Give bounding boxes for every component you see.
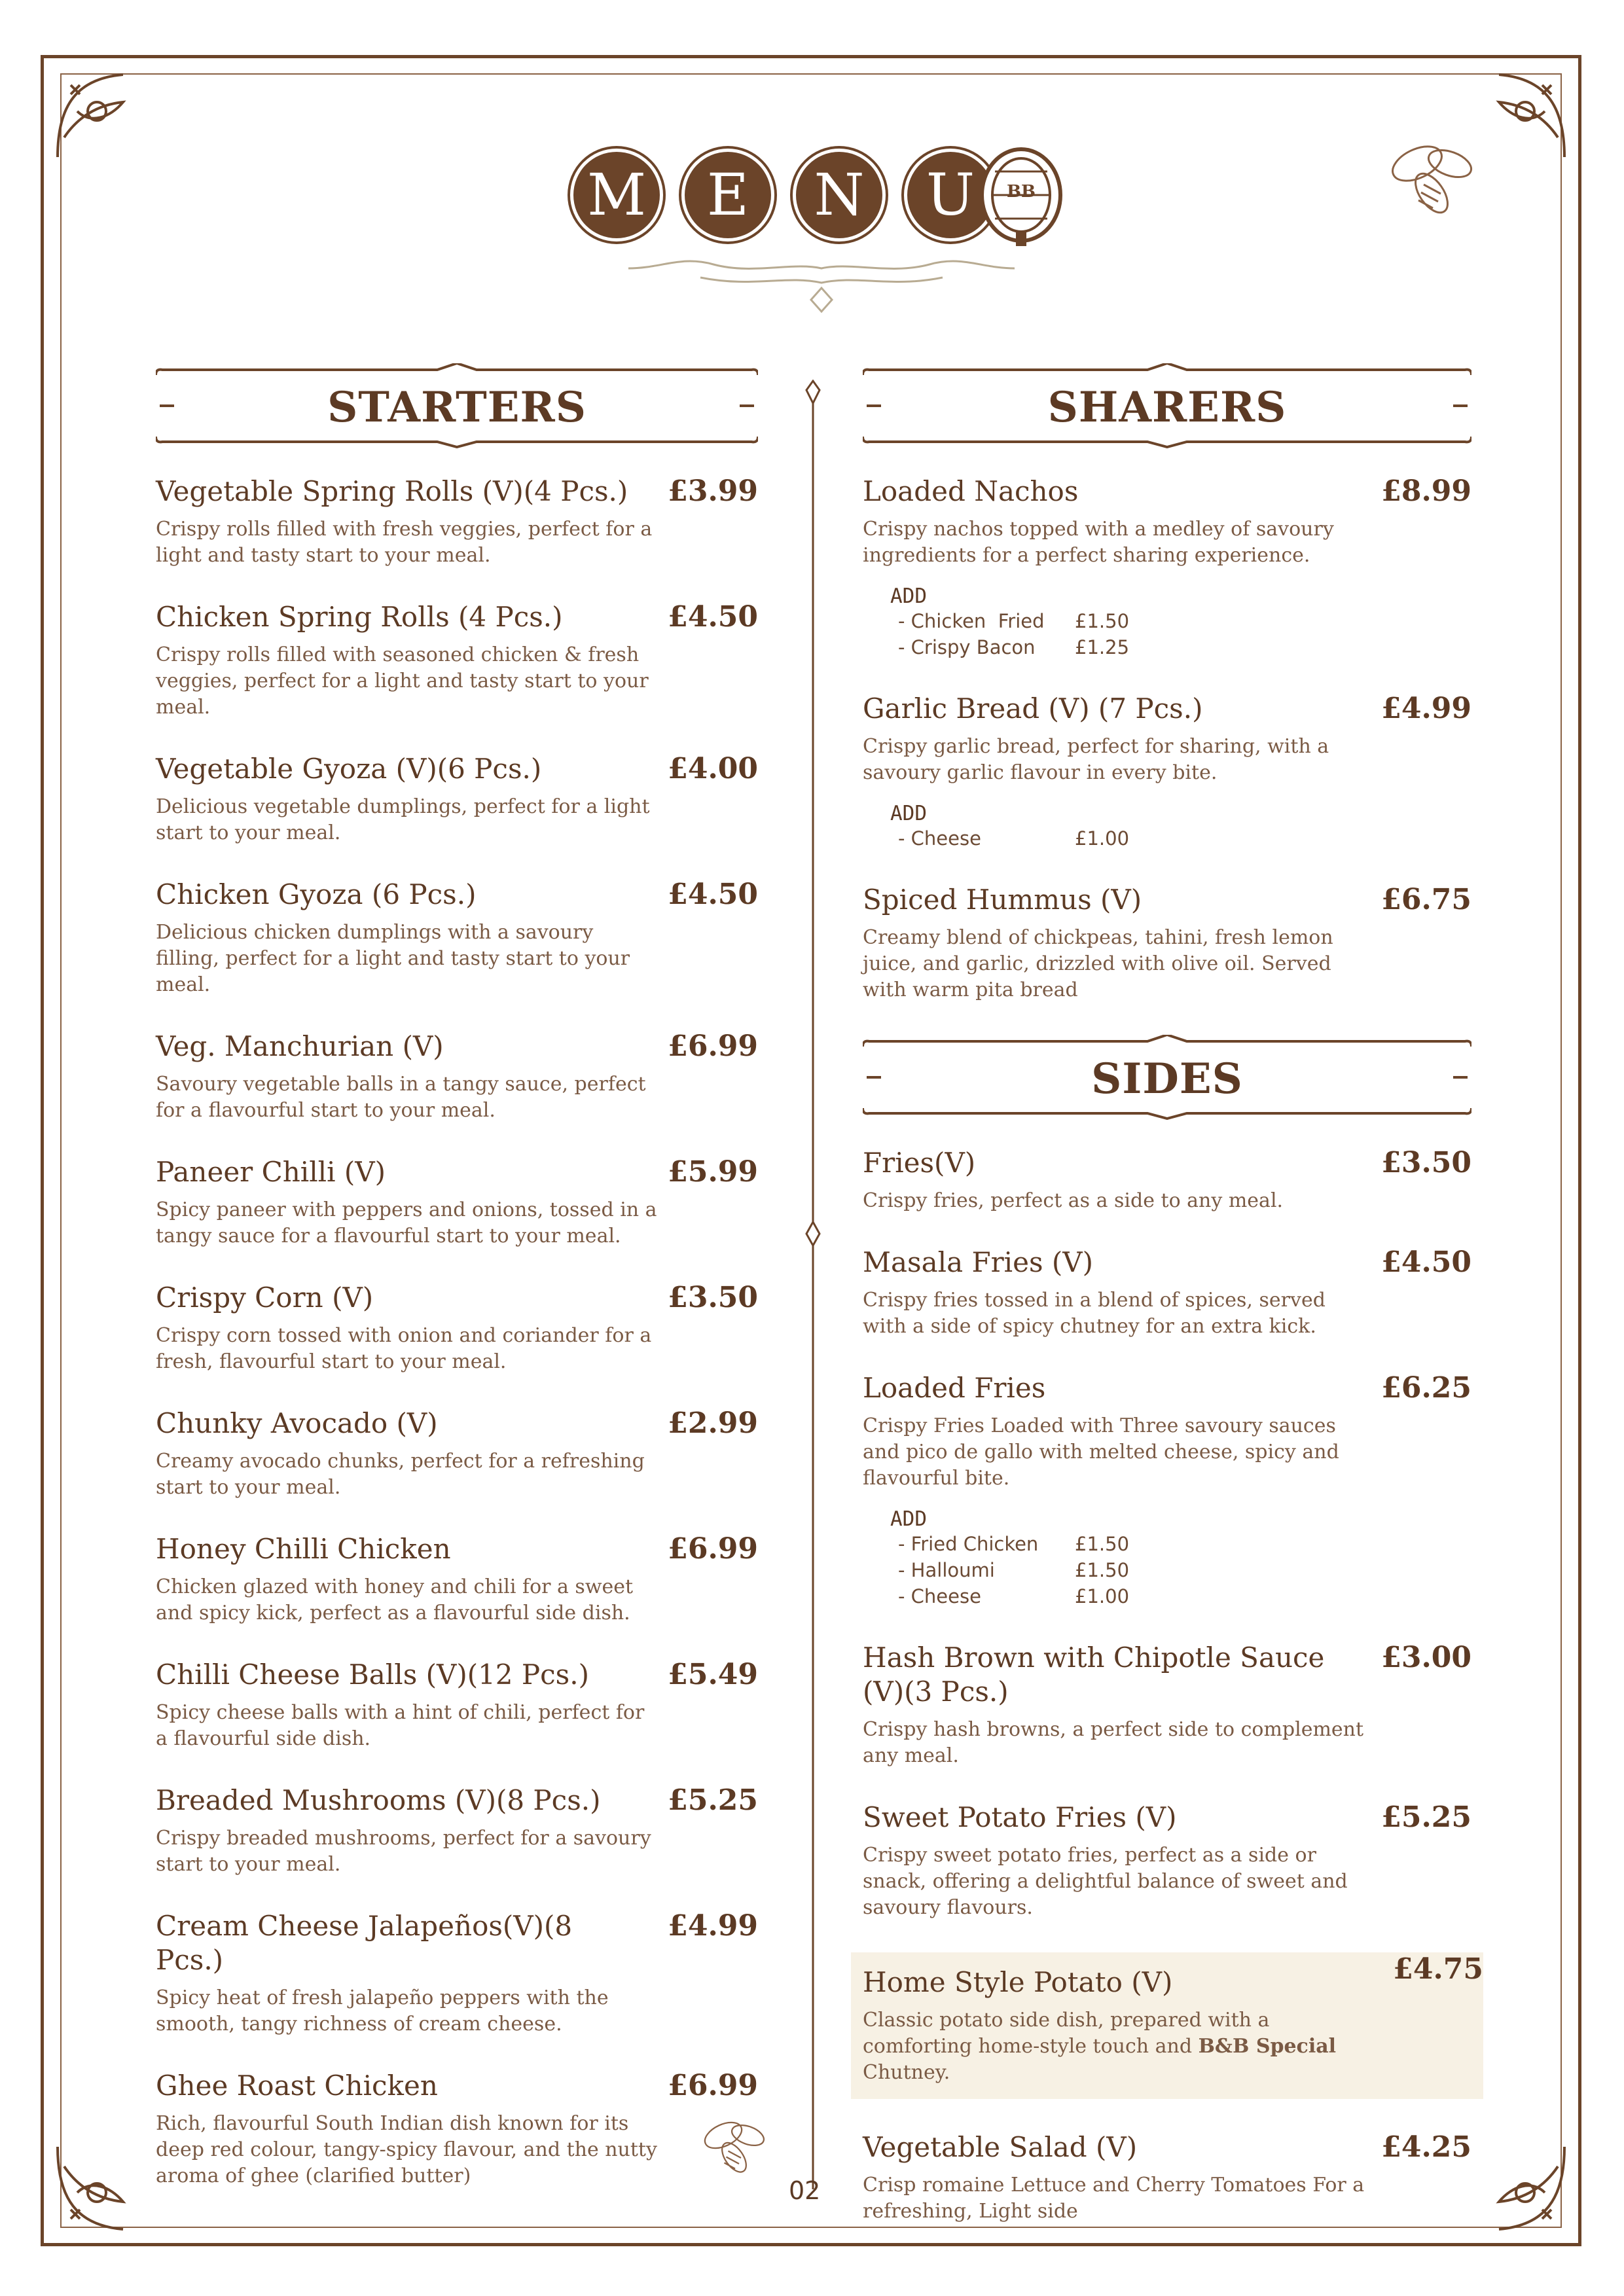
item-name: Loaded Nachos — [863, 475, 1079, 507]
starters-item — [156, 878, 758, 998]
sides-item — [863, 1641, 1471, 1769]
item-name: Crispy Corn (V) — [156, 1282, 374, 1314]
item-price: £5.99 — [668, 1155, 758, 1189]
item-description: Crispy breaded mushrooms, perfect for a savoury start to your meal. — [156, 1827, 651, 1876]
starters-column — [156, 363, 758, 2221]
item-price: £4.00 — [668, 752, 758, 785]
corner-ornament-top-right — [1473, 65, 1571, 164]
item-price: £3.00 — [1381, 1641, 1471, 1674]
item-price: £4.50 — [668, 600, 758, 634]
addon-price: £1.00 — [1075, 1585, 1130, 1607]
starters-item — [156, 1909, 758, 2037]
item-name: Sweet Potato Fries (V) — [863, 1801, 1177, 1833]
starters-item — [156, 475, 758, 569]
sides-item — [863, 1246, 1471, 1340]
item-description: Crispy rolls filled with seasoned chicken & fresh veggies, perfect for a light and tasty start to your meal. — [156, 643, 649, 719]
item-name: Veg. Manchurian (V) — [156, 1030, 444, 1062]
right-column — [863, 363, 1483, 2256]
starters-item — [156, 1155, 758, 1249]
addon-name: - Halloumi — [898, 1559, 995, 1581]
starters-list — [156, 475, 758, 2189]
addon-price: £1.50 — [1075, 1559, 1130, 1581]
description-bold: B&B Special — [1198, 2035, 1337, 2058]
item-name: Vegetable Salad (V) — [863, 2131, 1138, 2163]
item-price: £4.50 — [668, 878, 758, 911]
addon-row — [898, 1531, 1471, 1557]
starters-item — [156, 1030, 758, 1124]
item-name: Vegetable Spring Rolls (V)(4 Pcs.) — [156, 475, 628, 507]
sharers-heading — [863, 363, 1471, 448]
addon-price: £1.50 — [1075, 610, 1130, 632]
addons-block — [890, 802, 1471, 852]
item-description: Crispy fries tossed in a blend of spices, served with a side of spicy chutney for an extra kick. — [863, 1289, 1326, 1338]
addon-row — [898, 608, 1471, 634]
item-price: £4.99 — [1381, 692, 1471, 725]
item-name: Loaded Fries — [863, 1372, 1046, 1404]
item-name: Cream Cheese Jalapeños(V)(8 Pcs.) — [156, 1910, 573, 1976]
item-description: Spicy cheese balls with a hint of chili, perfect for a flavourful side dish. — [156, 1701, 645, 1750]
header-flourish — [622, 249, 1021, 321]
item-name: Home Style Potato (V) — [863, 1966, 1173, 1998]
divider-mid-ornament — [804, 1221, 822, 1247]
item-name: Chilli Cheese Balls (V)(12 Pcs.) — [156, 1659, 589, 1691]
corner-ornament-top-left — [51, 65, 149, 164]
starters-item — [156, 2069, 758, 2189]
item-description: Crispy fries, perfect as a side to any meal. — [863, 1189, 1284, 1212]
item-name: Chunky Avocado (V) — [156, 1407, 438, 1439]
addon-name: - Cheese — [898, 1585, 981, 1607]
item-name: Spiced Hummus (V) — [863, 884, 1142, 916]
item-price: £3.99 — [668, 475, 758, 508]
item-price: £6.99 — [668, 1532, 758, 1566]
item-description: Crispy Fries Loaded with Three savoury sauces and pico de gallo with melted cheese, spicy and flavourful bite. — [863, 1414, 1339, 1490]
item-description: Spicy paneer with peppers and onions, tossed in a tangy sauce for a flavourful start to your meal. — [156, 1198, 657, 1247]
item-price: £6.25 — [1381, 1371, 1471, 1405]
item-price: £5.25 — [668, 1784, 758, 1817]
sides-item — [863, 1146, 1471, 1214]
barrel-initials: BB — [1007, 182, 1036, 202]
addon-row — [898, 825, 1471, 852]
item-price: £5.25 — [1381, 1801, 1471, 1834]
sharers-item — [863, 475, 1471, 660]
sides-item — [863, 2130, 1471, 2225]
item-price: £5.49 — [668, 1658, 758, 1691]
menu-letter-n: N — [796, 152, 882, 238]
starters-item — [156, 1281, 758, 1375]
menu-letter-m: M — [573, 152, 660, 238]
starters-item — [156, 1407, 758, 1501]
item-description — [863, 2007, 1471, 2086]
item-price: £6.99 — [668, 1030, 758, 1063]
sharers-list — [863, 475, 1471, 1003]
item-price: £4.99 — [668, 1909, 758, 1943]
item-price: £2.99 — [668, 1407, 758, 1440]
item-price: £4.25 — [1381, 2130, 1471, 2164]
starters-item — [156, 1784, 758, 1878]
item-description: Crispy sweet potato fries, perfect as a side or snack, offering a delightful balance of sweet and savoury flavours. — [863, 1844, 1348, 1919]
item-description: Creamy avocado chunks, perfect for a refreshing start to your meal. — [156, 1450, 645, 1499]
addons-block — [890, 1507, 1471, 1609]
addons-label: ADD — [890, 1507, 927, 1531]
item-name: Honey Chilli Chicken — [156, 1533, 451, 1565]
starters-heading — [156, 363, 758, 448]
divider-top-ornament — [804, 380, 822, 406]
item-price: £3.50 — [668, 1281, 758, 1314]
item-name: Chicken Gyoza (6 Pcs.) — [156, 878, 477, 910]
addons-block — [890, 584, 1471, 660]
description-text-end: Chutney. — [863, 2061, 950, 2084]
addon-name: - Crispy Bacon — [898, 636, 1036, 658]
sharers-item — [863, 883, 1471, 1003]
sides-title: SIDES — [1091, 1054, 1243, 1103]
item-name: Chicken Spring Rolls (4 Pcs.) — [156, 601, 563, 633]
addons-label: ADD — [890, 802, 927, 825]
sides-item — [851, 1952, 1483, 2099]
column-divider — [806, 383, 820, 2189]
item-description: Crispy garlic bread, perfect for sharing, with a savoury garlic flavour in every bite. — [863, 735, 1329, 784]
item-description: Delicious chicken dumplings with a savoury filling, perfect for a light and tasty start to your meal. — [156, 921, 630, 996]
addon-price: £1.25 — [1075, 636, 1130, 658]
item-description: Crisp romaine Lettuce and Cherry Tomatoes For a refreshing, Light side — [863, 2174, 1365, 2223]
item-name: Fries(V) — [863, 1147, 976, 1179]
item-name: Breaded Mushrooms (V)(8 Pcs.) — [156, 1784, 601, 1816]
sides-item — [863, 1801, 1471, 1921]
sharers-title: SHARERS — [1047, 383, 1287, 432]
starters-item — [156, 752, 758, 846]
item-description: Crispy nachos topped with a medley of savoury ingredients for a perfect sharing experience. — [863, 518, 1334, 567]
item-description: Creamy blend of chickpeas, tahini, fresh lemon juice, and garlic, drizzled with olive oil. Served with warm pita bread — [863, 926, 1333, 1001]
barrel-logo — [975, 145, 1067, 250]
addon-price: £1.50 — [1075, 1533, 1130, 1555]
menu-letter-u: U — [907, 152, 994, 238]
sides-list — [863, 1146, 1483, 2225]
item-name: Masala Fries (V) — [863, 1246, 1093, 1278]
addon-name: - Fried Chicken — [898, 1533, 1039, 1555]
item-description: Crispy rolls filled with fresh veggies, perfect for a light and tasty start to your meal. — [156, 518, 653, 567]
menu-header — [563, 137, 1074, 327]
page-number: 02 — [789, 2176, 821, 2205]
addons-label: ADD — [890, 584, 927, 608]
addon-name: - Chicken Fried — [898, 610, 1045, 632]
item-name: Hash Brown with Chipotle Sauce (V)(3 Pcs.) — [863, 1641, 1325, 1708]
item-price: £4.75 — [1393, 1952, 1483, 1986]
item-description: Crispy hash browns, a perfect side to complement any meal. — [863, 1718, 1364, 1767]
corner-ornament-bottom-right — [1473, 2140, 1571, 2238]
item-name: Paneer Chilli (V) — [156, 1156, 386, 1188]
addon-row — [898, 1583, 1471, 1609]
addon-row — [898, 1557, 1471, 1583]
item-price: £4.50 — [1381, 1246, 1471, 1279]
addon-price: £1.00 — [1075, 827, 1130, 850]
item-name: Garlic Bread (V) (7 Pcs.) — [863, 692, 1203, 725]
sharers-item — [863, 692, 1471, 852]
sides-heading — [863, 1035, 1471, 1120]
item-price: £6.75 — [1381, 883, 1471, 916]
starters-item — [156, 600, 758, 721]
addon-name: - Cheese — [898, 827, 981, 850]
item-description: Spicy heat of fresh jalapeño peppers with the smooth, tangy richness of cream cheese. — [156, 1986, 609, 2036]
bee-icon — [1378, 137, 1483, 229]
item-name: Vegetable Gyoza (V)(6 Pcs.) — [156, 753, 542, 785]
starters-item — [156, 1532, 758, 1626]
corner-ornament-bottom-left — [51, 2140, 149, 2238]
item-description: Chicken glazed with honey and chili for a sweet and spicy kick, perfect as a flavourful side dish. — [156, 1575, 634, 1624]
addon-row — [898, 634, 1471, 660]
item-price: £6.99 — [668, 2069, 758, 2102]
item-price: £3.50 — [1381, 1146, 1471, 1179]
description-text: Classic potato side dish, prepared with a comforting home-style touch and — [863, 2009, 1270, 2058]
menu-letter-e: E — [685, 152, 771, 238]
sides-item — [863, 1371, 1471, 1609]
item-description: Delicious vegetable dumplings, perfect for a light start to your meal. — [156, 795, 650, 844]
item-name: Ghee Roast Chicken — [156, 2070, 438, 2102]
item-description: Rich, flavourful South Indian dish known for its deep red colour, tangy-spicy flavour, and the nutty aroma of ghee (clarified butter) — [156, 2112, 657, 2187]
starters-title: STARTERS — [327, 383, 586, 432]
item-description: Crispy corn tossed with onion and coriander for a fresh, flavourful start to your meal. — [156, 1324, 652, 1373]
item-description: Savoury vegetable balls in a tangy sauce, perfect for a flavourful start to your meal. — [156, 1073, 646, 1122]
starters-item — [156, 1658, 758, 1752]
item-price: £8.99 — [1381, 475, 1471, 508]
